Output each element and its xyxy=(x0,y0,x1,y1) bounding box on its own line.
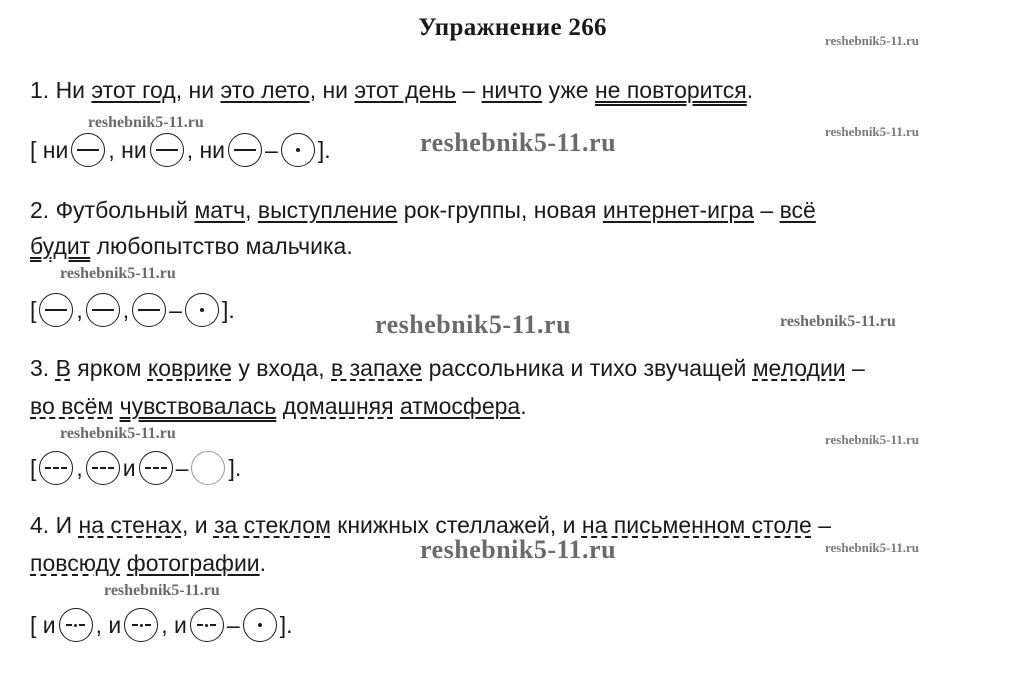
subject: это лето xyxy=(220,77,310,103)
adverbial-circle-icon xyxy=(190,608,224,642)
generalizing-word-circle-icon xyxy=(185,293,219,327)
exercise-title: Упражнение 266 xyxy=(418,14,607,41)
predicate: чувствовалась xyxy=(119,393,277,419)
subject-circle-icon xyxy=(86,293,120,327)
subject-circle-icon xyxy=(71,133,105,167)
generalizing-word: всё xyxy=(779,197,816,223)
sentence-1: 1. Ни этот год, ни это лето, ни этот день – ничто уже не повторится. xyxy=(30,77,754,103)
watermark: reshebnik5-11.ru xyxy=(60,425,176,442)
subject-circle-icon xyxy=(132,293,166,327)
adverbial: на стенах xyxy=(78,512,182,538)
watermark: reshebnik5-11.ru xyxy=(420,535,617,564)
watermark: reshebnik5-11.ru xyxy=(780,313,896,330)
adverbial-circle-icon xyxy=(39,451,73,485)
scheme-2: [ , , – ]. xyxy=(30,288,235,332)
adverbial: в запахе xyxy=(331,355,423,381)
adverbial: на письменном столе xyxy=(581,512,812,538)
adverbial-circle-icon xyxy=(139,451,173,485)
scheme-3: [ , и – ]. xyxy=(30,446,241,490)
subject: матч xyxy=(194,197,246,223)
adverbial: мелодии xyxy=(752,355,846,381)
sentence-3-line-2: во всём чувствовалась домашняя атмосфера. xyxy=(30,393,527,419)
sentence-4-line-1: 4. И на стенах, и за стеклом книжных стеллажей, и на письменном столе – xyxy=(30,512,832,538)
watermark: reshebnik5-11.ru xyxy=(825,33,920,48)
subject: выступление xyxy=(257,197,398,223)
generalizing-word: ничто xyxy=(481,77,543,103)
adverbial-circle-icon xyxy=(124,608,158,642)
generalizing-word-circle-icon xyxy=(243,608,277,642)
watermark: reshebnik5-11.ru xyxy=(825,432,920,447)
scheme-4: [ и , и , и – ]. xyxy=(30,603,293,647)
predicate: будит xyxy=(30,233,91,259)
sentence-4-line-2: повсюду фотографии. xyxy=(30,550,267,576)
watermark: reshebnik5-11.ru xyxy=(375,310,572,339)
subject: интернет-игра xyxy=(602,197,754,223)
subject: этот год xyxy=(91,77,176,103)
adverbial: коврике xyxy=(147,355,232,381)
watermark: reshebnik5-11.ru xyxy=(825,540,920,555)
scheme-1: [ ни , ни , ни – ]. xyxy=(30,128,331,172)
watermark: reshebnik5-11.ru xyxy=(88,114,204,131)
adverbial-circle-icon xyxy=(86,451,120,485)
watermark: reshebnik5-11.ru xyxy=(420,128,617,157)
watermark: reshebnik5-11.ru xyxy=(60,265,176,282)
subject-circle-icon xyxy=(39,293,73,327)
generalizing-word: во всём xyxy=(30,393,114,419)
watermark: reshebnik5-11.ru xyxy=(825,124,920,139)
attribute: домашняя xyxy=(282,393,394,419)
predicate: не повторится xyxy=(594,77,747,103)
generalizing-word-circle-icon xyxy=(191,451,225,485)
sentence-2-line-1: 2. Футбольный матч, выступление рок-группы, новая интернет-игра – всё xyxy=(30,197,816,223)
generalizing-word-circle-icon xyxy=(281,133,315,167)
subject: атмосфера xyxy=(399,393,521,419)
subject: фотографии xyxy=(126,550,260,576)
adverbial-circle-icon xyxy=(59,608,93,642)
subject-circle-icon xyxy=(150,133,184,167)
sentence-2-line-2: будит любопытство мальчика. xyxy=(30,233,353,259)
adverbial: В xyxy=(55,355,71,381)
sentence-3-line-1: 3. В ярком коврике у входа, в запахе рассольника и тихо звучащей мелодии – xyxy=(30,355,865,381)
subject: этот день xyxy=(354,77,457,103)
subject-circle-icon xyxy=(228,133,262,167)
generalizing-word: повсюду xyxy=(30,550,121,576)
adverbial: за стеклом xyxy=(213,512,331,538)
watermark: reshebnik5-11.ru xyxy=(104,582,220,599)
